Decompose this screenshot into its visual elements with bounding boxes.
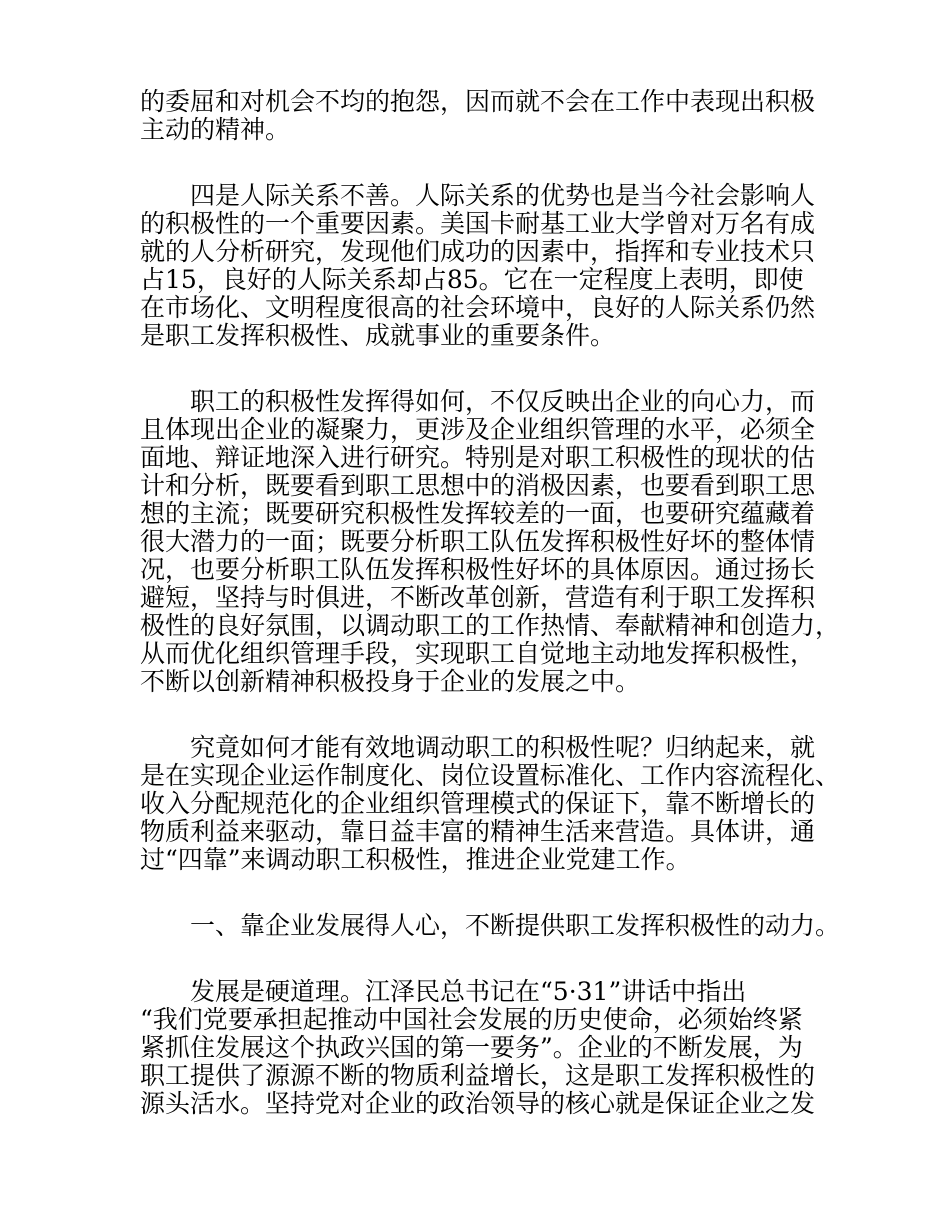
text-line: 从而优化组织管理手段，实现职工自觉地主动地发挥积极性， [140,639,816,668]
text-line: 极性的良好氛围，以调动职工的工作热情、奉献精神和创造力， [140,611,841,640]
text-line: 源头活水。坚持党对企业的政治领导的核心就是保证企业之发 [140,1089,816,1118]
text-line: 面地、辩证地深入进行研究。特别是对职工积极性的现状的估 [140,443,816,472]
text-line: 主动的精神。 [140,115,291,144]
paragraph-1 [140,88,830,144]
paragraph-5 [140,911,841,940]
text-line: 避短，坚持与时俱进，不断改革创新，营造有利于职工发挥积 [140,583,816,612]
text-line: “我们党要承担起推动中国社会发展的历史使命，必须始终紧 [140,1005,803,1034]
paragraph-4 [140,733,841,874]
text-line: 究竟如何才能有效地调动职工的积极性呢？归纳起来，就 [190,733,816,762]
text-line: 职工的积极性发挥得如何，不仅反映出企业的向心力，而 [190,387,816,416]
text-line: 况，也要分析职工队伍发挥积极性好坏的具体原因。通过扬长 [140,555,816,584]
paragraph-3 [140,387,841,696]
text-line: 职工提供了源源不断的物质利益增长，这是职工发挥积极性的 [140,1061,816,1090]
text-line: 的委屈和对机会不均的抱怨，因而就不会在工作中表现出积极 [140,87,816,116]
text-line: 四是人际关系不善。人际关系的优势也是当今社会影响人 [190,181,816,210]
text-line: 占15，良好的人际关系却占85。它在一定程度上表明，即使 [140,265,804,294]
text-line: 发展是硬道理。江泽民总书记在“5·31”讲话中指出 [190,977,747,1006]
paragraph-2 [140,182,830,350]
text-line: 计和分析，既要看到职工思想中的消极因素，也要看到职工思 [140,471,816,500]
document-body [140,87,841,1156]
text-line: 不断以创新精神积极投身于企业的发展之中。 [140,667,641,696]
text-line: 收入分配规范化的企业组织管理模式的保证下，靠不断增长的 [140,789,816,818]
text-line: 一、靠企业发展得人心，不断提供职工发挥积极性的动力。 [190,911,841,940]
text-line: 很大潜力的一面；既要分析职工队伍发挥积极性好坏的整体情 [140,527,816,556]
text-line: 在市场化、文明程度很高的社会环境中，良好的人际关系仍然 [140,293,816,322]
text-line: 就的人分析研究，发现他们成功的因素中，指挥和专业技术只 [140,237,816,266]
text-line: 物质利益来驱动，靠日益丰富的精神生活来营造。具体讲，通 [140,817,816,846]
text-line: 且体现出企业的凝聚力，更涉及企业组织管理的水平，必须全 [140,415,816,444]
text-line: 想的主流；既要研究积极性发挥较差的一面，也要研究蕴藏着 [140,499,816,528]
text-line: 过“四靠”来调动职工积极性，推进企业党建工作。 [140,845,691,874]
text-line: 是在实现企业运作制度化、岗位设置标准化、工作内容流程化、 [140,761,841,790]
text-line: 的积极性的一个重要因素。美国卡耐基工业大学曾对万名有成 [140,209,816,238]
text-line: 紧抓住发展这个执政兴国的第一要务”。企业的不断发展，为 [140,1033,803,1062]
text-line: 是职工发挥积极性、成就事业的重要条件。 [140,321,616,350]
paragraph-6 [140,978,830,1118]
